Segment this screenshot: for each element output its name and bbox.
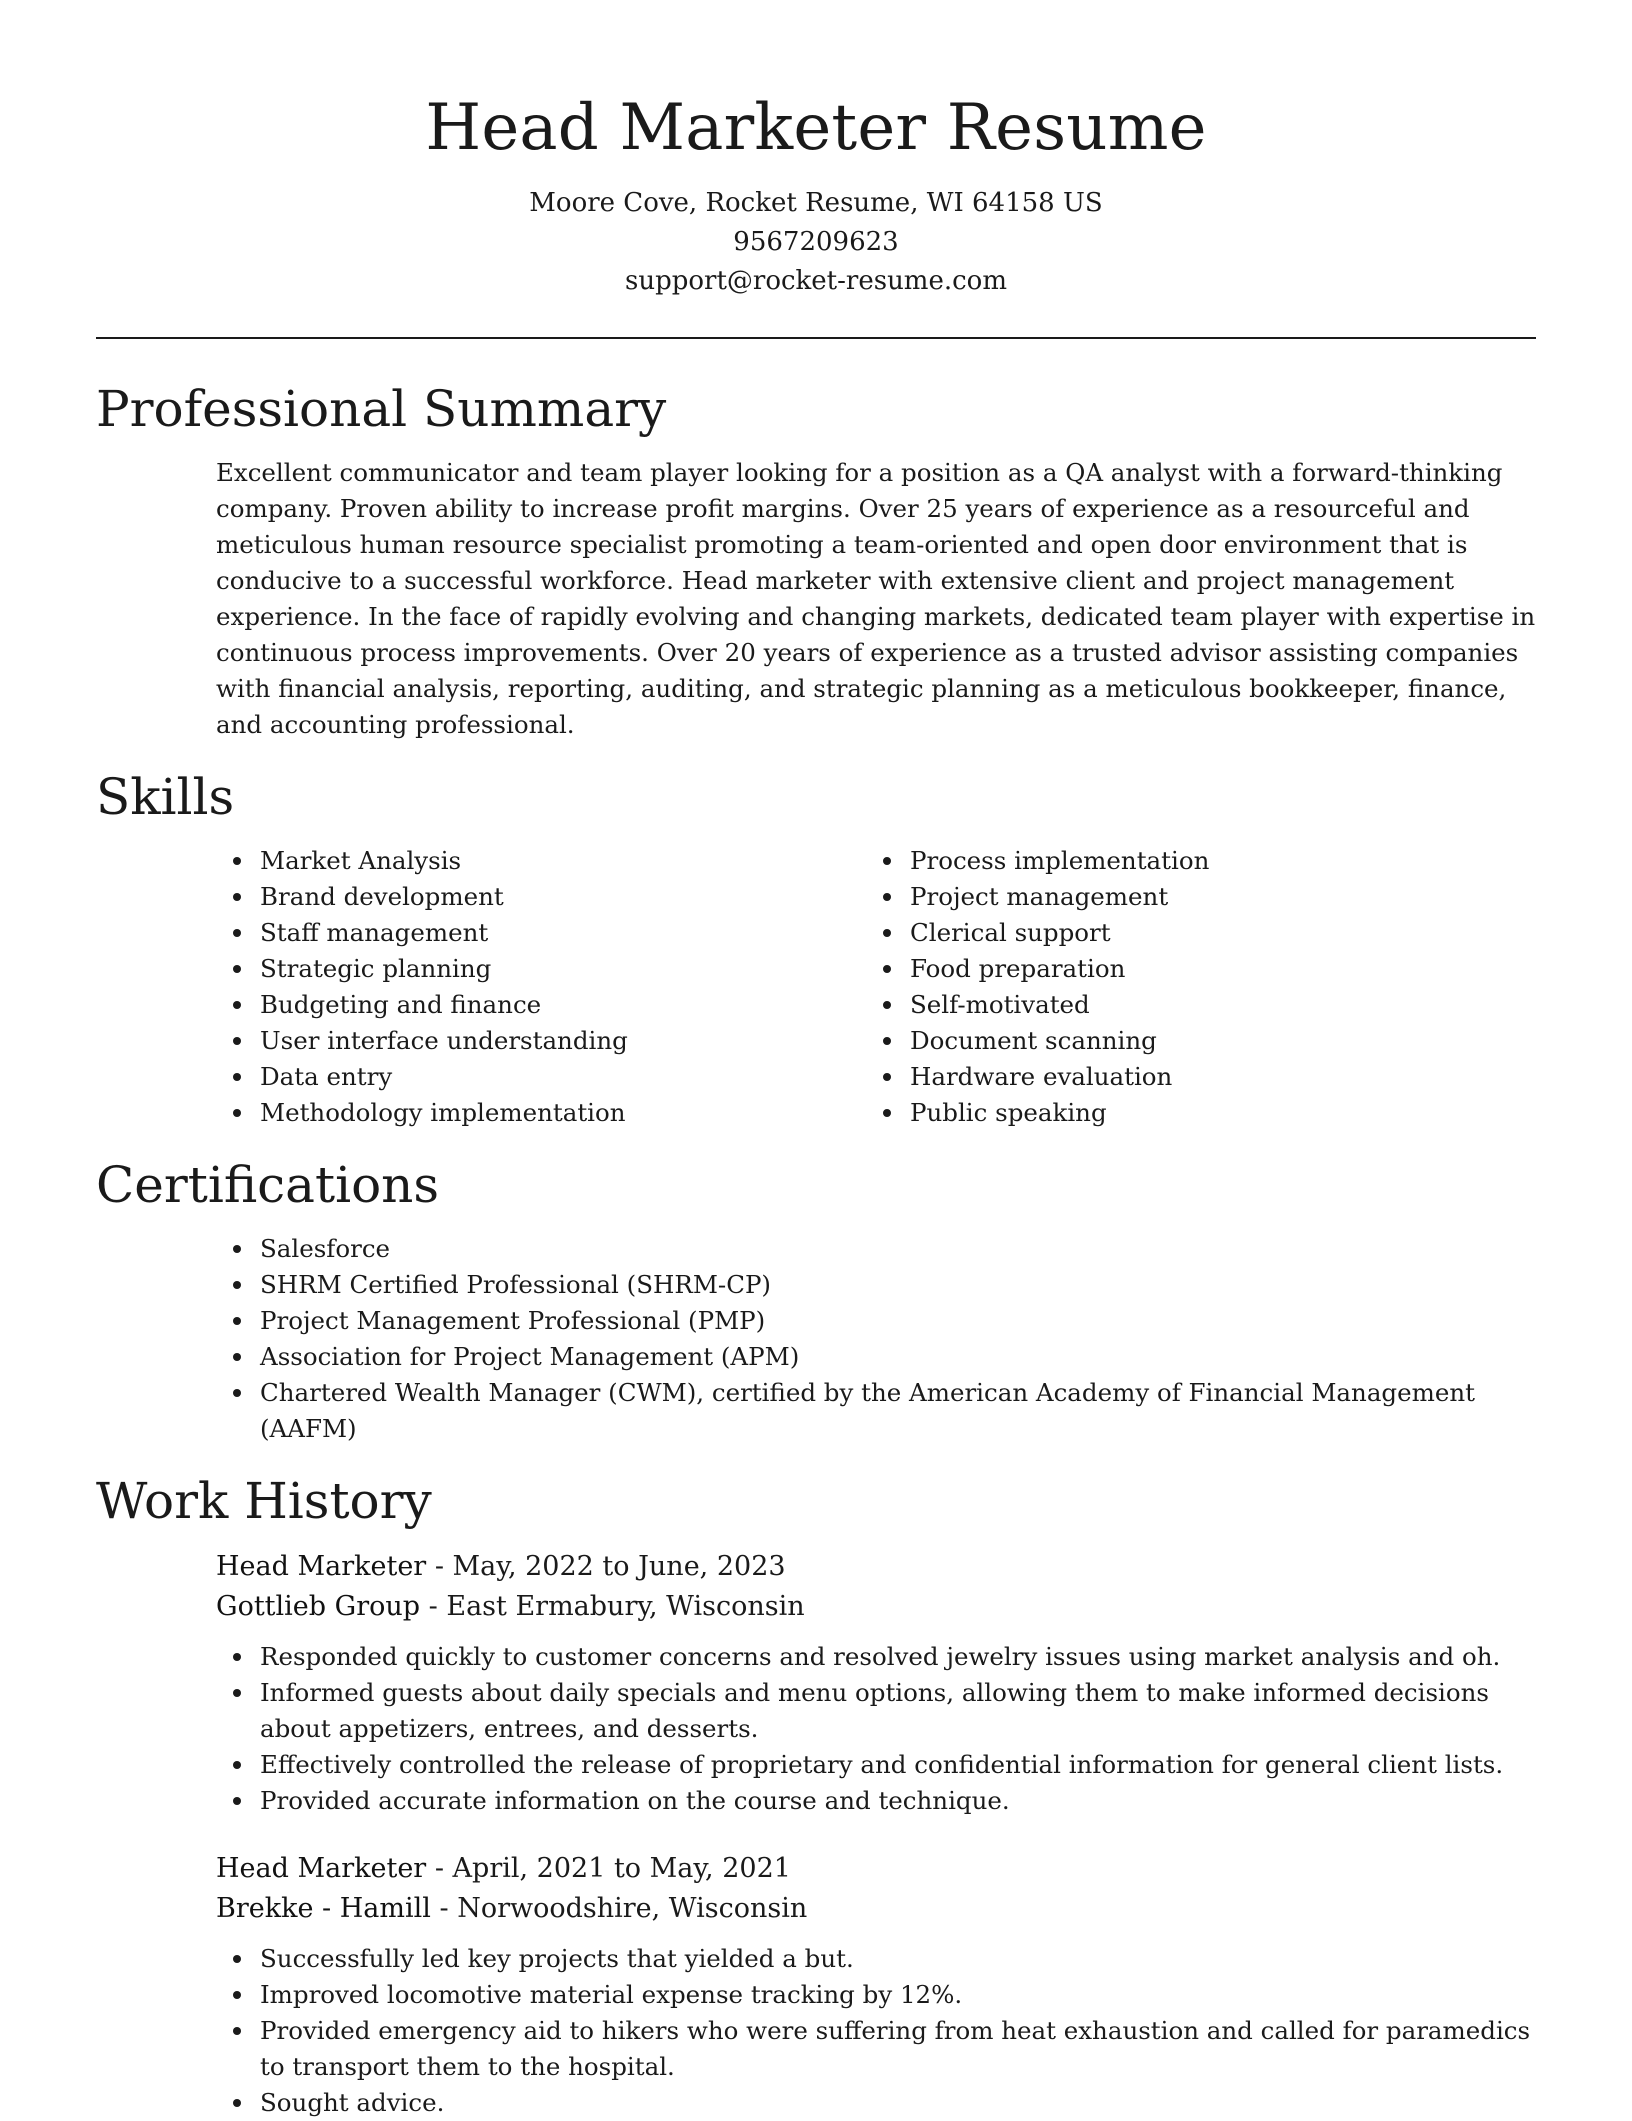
skills-grid [216, 843, 1536, 1131]
job-title-line [216, 1547, 1536, 1587]
skill-item: Self-motivated [866, 987, 1516, 1023]
job-bullet: Informed guests about daily specials and menu options, allowing them to make informed decisions about appetizers, entrees, and desserts. [216, 1675, 1536, 1747]
job-bullets [216, 1941, 1536, 2121]
summary-heading: Professional Summary [96, 380, 667, 438]
certification-item: Chartered Wealth Manager (CWM), certified by the American Academy of Financial Management (AAFM) [216, 1375, 1536, 1447]
certification-item: Project Management Professional (PMP) [216, 1303, 1536, 1339]
job-title-line [216, 1849, 1536, 1889]
job-separator: - [434, 1853, 453, 1884]
job-dates: May, 2022 to June, 2023 [452, 1551, 786, 1582]
certification-item: Association for Project Management (APM) [216, 1339, 1536, 1375]
certifications-heading: Certifications [96, 1156, 440, 1214]
contact-address: Moore Cove, Rocket Resume, WI 64158 US [529, 188, 1103, 218]
job-bullet: Sought advice. [216, 2085, 1536, 2121]
work-history-section [96, 1469, 1536, 2121]
job-bullet: Provided emergency aid to hikers who were suffering from heat exhaustion and called for paramedics to transport them to the hospital. [216, 2013, 1536, 2085]
header-divider [96, 337, 1536, 339]
skill-item: Hardware evaluation [866, 1059, 1516, 1095]
certification-item: SHRM Certified Professional (SHRM-CP) [216, 1267, 1536, 1303]
skills-list-left [216, 843, 866, 1131]
skill-item: Staff management [216, 915, 866, 951]
resume-page [96, 0, 1536, 2121]
job-bullet: Effectively controlled the release of proprietary and confidential information for general client lists. [216, 1747, 1536, 1783]
summary-section [96, 377, 1536, 743]
skills-section [96, 765, 1536, 1131]
job-bullet: Provided accurate information on the course and technique. [216, 1783, 1536, 1819]
contact-info [96, 184, 1536, 301]
summary-text: Excellent communicator and team player looking for a position as a QA analyst with a forward-thinking company. Proven ability to increase profit margins. Over 25 years of experience as a resourceful and meticulous human resource specialist promoting a team-oriented and open door environment that is conducive to a successful workforce. Head marketer with extensive client and project management experience. In the face of rapidly evolving and changing markets, dedicated team player with expertise in continuous process improvements. Over 20 years of experience as a trusted advisor assisting companies with financial analysis, reporting, auditing, and strategic planning as a meticulous bookkeeper, finance, and accounting professional. [216, 458, 1536, 739]
job-bullet: Improved locomotive material expense tracking by 12%. [216, 1977, 1536, 2013]
job-title: Head Marketer [216, 1551, 427, 1582]
job-bullets [216, 1639, 1536, 1819]
work-history-heading: Work History [96, 1472, 432, 1530]
contact-email: support@rocket-resume.com [624, 266, 1007, 296]
job-separator: - [434, 1551, 453, 1582]
skills-heading: Skills [96, 768, 235, 826]
job-entry [216, 1547, 1536, 1819]
skill-item: Public speaking [866, 1095, 1516, 1131]
job-bullet: Successfully led key projects that yielded a but. [216, 1941, 1536, 1977]
job-entry [216, 1849, 1536, 2121]
job-company-line [216, 1587, 1536, 1627]
skill-item: Market Analysis [216, 843, 866, 879]
skill-item: Budgeting and finance [216, 987, 866, 1023]
skill-item: Data entry [216, 1059, 866, 1095]
skill-item: Food preparation [866, 951, 1516, 987]
skill-item: User interface understanding [216, 1023, 866, 1059]
skill-item: Project management [866, 879, 1516, 915]
job-company-line [216, 1889, 1536, 1929]
job-company: Gottlieb Group [216, 1591, 421, 1622]
resume-title: Head Marketer Resume [425, 91, 1207, 165]
job-location: Norwoodshire, Wisconsin [457, 1893, 808, 1924]
job-company: Brekke - Hamill [216, 1893, 431, 1924]
job-location: East Ermabury, Wisconsin [446, 1591, 805, 1622]
skill-item: Strategic planning [216, 951, 866, 987]
skill-item: Document scanning [866, 1023, 1516, 1059]
skill-item: Brand development [216, 879, 866, 915]
certification-item: Salesforce [216, 1231, 1536, 1267]
certifications-list [216, 1231, 1536, 1447]
job-bullet: Responded quickly to customer concerns and resolved jewelry issues using market analysis and oh. [216, 1639, 1536, 1675]
job-separator: - [428, 1591, 447, 1622]
job-dates: April, 2021 to May, 2021 [452, 1853, 791, 1884]
skill-item: Process implementation [866, 843, 1516, 879]
skills-list-right [866, 843, 1516, 1131]
job-separator: - [439, 1893, 458, 1924]
certifications-section [96, 1153, 1536, 1447]
contact-phone: 9567209623 [733, 227, 899, 257]
skill-item: Methodology implementation [216, 1095, 866, 1131]
job-title: Head Marketer [216, 1853, 427, 1884]
skill-item: Clerical support [866, 915, 1516, 951]
